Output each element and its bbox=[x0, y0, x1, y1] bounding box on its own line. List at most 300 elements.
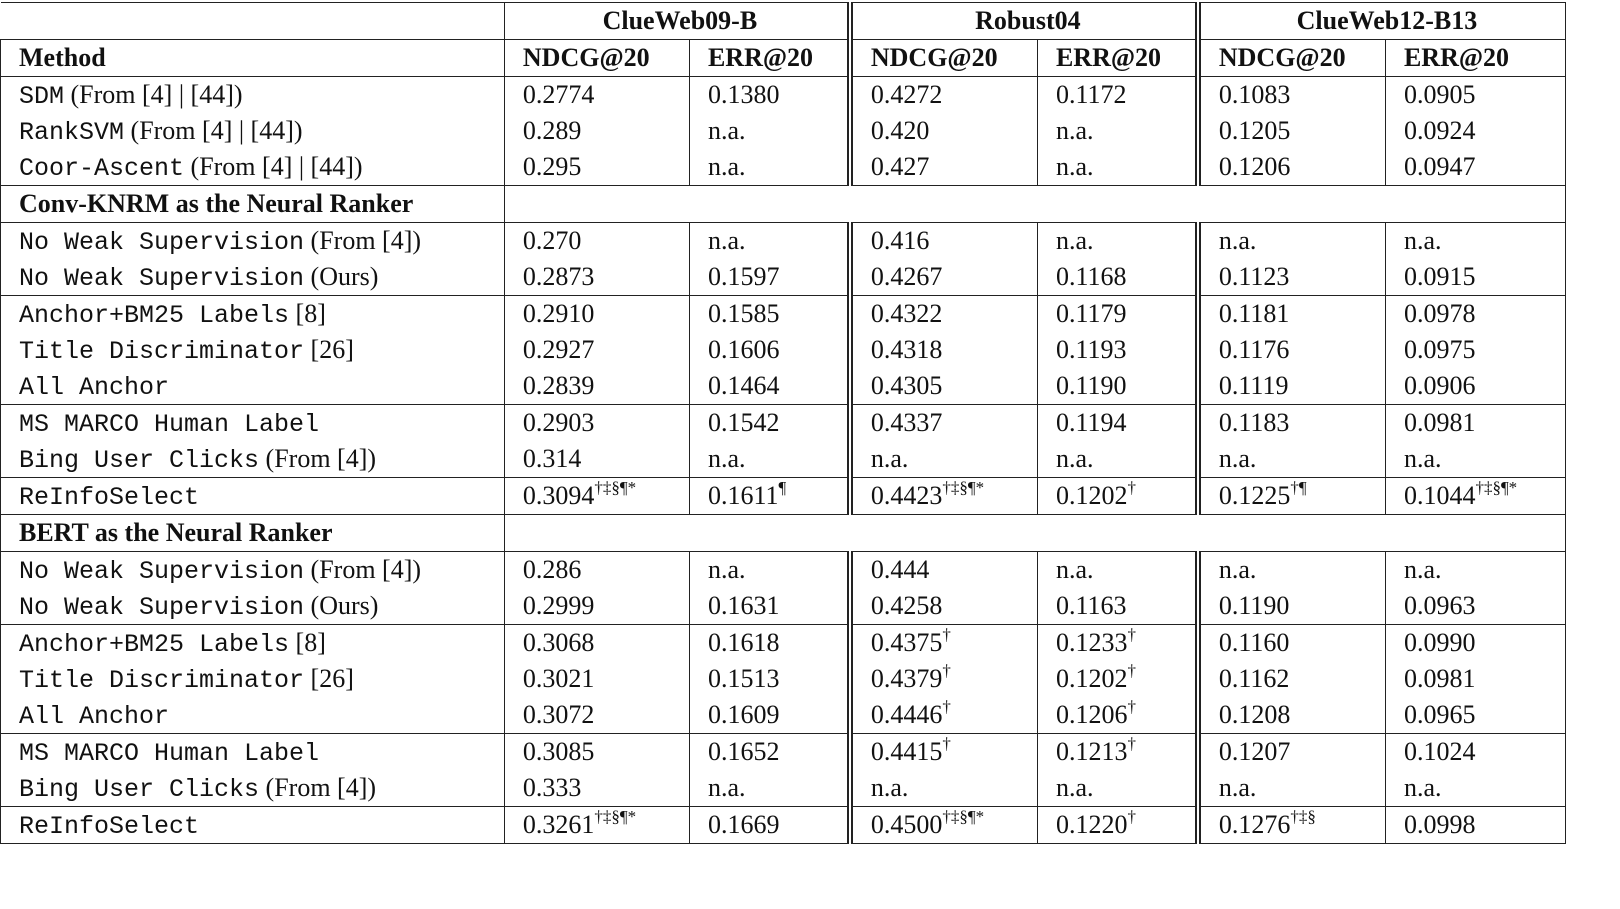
score-value: 0.1609 bbox=[707, 700, 780, 729]
score-value: 0.314 bbox=[522, 444, 582, 473]
score-cell bbox=[1198, 661, 1386, 697]
score-value: 0.2910 bbox=[522, 299, 595, 328]
score-cell bbox=[1198, 332, 1386, 368]
method-citation: [26] bbox=[304, 334, 354, 364]
table-row bbox=[1, 625, 1566, 662]
score-cell bbox=[1385, 332, 1565, 368]
score-cell bbox=[1385, 807, 1565, 844]
score-value: n.a. bbox=[707, 116, 746, 145]
method-citation: (From [4]) bbox=[259, 443, 377, 473]
score-value: n.a. bbox=[707, 226, 746, 255]
score-value: 0.4267 bbox=[870, 262, 943, 291]
score-value: 0.4318 bbox=[870, 335, 943, 364]
score-value: 0.444 bbox=[870, 555, 930, 584]
section-row bbox=[1, 186, 1566, 223]
significance-marks: † bbox=[942, 734, 951, 753]
score-cell bbox=[1385, 552, 1565, 589]
significance-marks: †‡§¶* bbox=[594, 478, 637, 497]
method-cell bbox=[1, 697, 505, 734]
score-value: 0.1206 bbox=[1218, 152, 1291, 181]
score-value: 0.1597 bbox=[707, 262, 780, 291]
score-cell bbox=[1037, 113, 1197, 149]
score-value: 0.0965 bbox=[1403, 700, 1476, 729]
score-value: 0.0978 bbox=[1403, 299, 1476, 328]
method-citation: (Ours) bbox=[304, 261, 379, 291]
method-cell bbox=[1, 588, 505, 625]
method-name: Title Discriminator bbox=[19, 665, 305, 695]
score-value: n.a. bbox=[1218, 773, 1257, 802]
score-cell bbox=[689, 405, 849, 442]
significance-marks: † bbox=[942, 661, 951, 680]
significance-marks: † bbox=[1127, 478, 1136, 497]
method-cell bbox=[1, 770, 505, 807]
score-cell bbox=[850, 770, 1038, 807]
score-cell bbox=[1385, 223, 1565, 260]
section-blank bbox=[504, 186, 1565, 223]
significance-marks: †‡§¶* bbox=[1475, 478, 1518, 497]
metric-header: ERR@20 bbox=[1385, 40, 1565, 77]
score-value: 0.1193 bbox=[1055, 335, 1127, 364]
score-cell bbox=[1198, 552, 1386, 589]
score-cell bbox=[1037, 807, 1197, 844]
method-cell bbox=[1, 223, 505, 260]
results-table bbox=[0, 2, 1566, 844]
significance-marks: †‡§¶* bbox=[942, 478, 985, 497]
significance-marks: † bbox=[942, 697, 951, 716]
metric-header: ERR@20 bbox=[1037, 40, 1197, 77]
score-value: 0.1207 bbox=[1218, 737, 1291, 766]
score-cell bbox=[1037, 77, 1197, 114]
score-cell bbox=[850, 405, 1038, 442]
score-cell bbox=[1037, 405, 1197, 442]
score-value: 0.4272 bbox=[870, 80, 943, 109]
score-cell bbox=[1385, 625, 1565, 662]
score-value: 0.427 bbox=[870, 152, 930, 181]
score-value: 0.1652 bbox=[707, 737, 780, 766]
score-value: 0.1183 bbox=[1218, 408, 1290, 437]
score-cell bbox=[1385, 368, 1565, 405]
significance-marks: † bbox=[1127, 625, 1136, 644]
score-value: 0.4258 bbox=[870, 591, 943, 620]
score-value: 0.1176 bbox=[1218, 335, 1290, 364]
score-cell bbox=[1037, 478, 1197, 515]
method-citation: [8] bbox=[289, 298, 326, 328]
method-name: No Weak Supervision bbox=[19, 556, 305, 586]
score-cell bbox=[504, 149, 689, 186]
table-row bbox=[1, 552, 1566, 589]
score-value: 0.1202 bbox=[1055, 664, 1128, 693]
table-row bbox=[1, 332, 1566, 368]
table-row bbox=[1, 405, 1566, 442]
score-value: 0.4337 bbox=[870, 408, 943, 437]
score-value: 0.0975 bbox=[1403, 335, 1476, 364]
score-value: 0.4375 bbox=[870, 628, 943, 657]
score-cell bbox=[504, 552, 689, 589]
significance-marks: † bbox=[1127, 661, 1136, 680]
score-value: n.a. bbox=[1055, 555, 1094, 584]
score-cell bbox=[689, 661, 849, 697]
score-cell bbox=[504, 113, 689, 149]
method-cell bbox=[1, 552, 505, 589]
method-name: ReInfoSelect bbox=[19, 811, 200, 841]
score-value: n.a. bbox=[1403, 773, 1442, 802]
score-cell bbox=[1385, 478, 1565, 515]
score-cell bbox=[850, 588, 1038, 625]
score-value: n.a. bbox=[870, 444, 909, 473]
method-name: No Weak Supervision bbox=[19, 227, 305, 257]
section-title: BERT as the Neural Ranker bbox=[1, 515, 505, 552]
score-cell bbox=[1198, 259, 1386, 296]
score-value: 0.4415 bbox=[870, 737, 943, 766]
significance-marks: ¶ bbox=[778, 478, 787, 497]
score-value: n.a. bbox=[1403, 226, 1442, 255]
significance-marks: † bbox=[1127, 734, 1136, 753]
method-name: No Weak Supervision bbox=[19, 592, 305, 622]
method-citation: (From [4] | [44]) bbox=[64, 79, 243, 109]
score-value: 0.1190 bbox=[1055, 371, 1127, 400]
score-value: 0.1083 bbox=[1218, 80, 1291, 109]
score-cell bbox=[689, 588, 849, 625]
score-cell bbox=[850, 441, 1038, 478]
score-value: 0.4446 bbox=[870, 700, 943, 729]
score-value: 0.4500 bbox=[870, 810, 943, 839]
score-cell bbox=[1037, 734, 1197, 771]
method-name: No Weak Supervision bbox=[19, 263, 305, 293]
method-name: Title Discriminator bbox=[19, 336, 305, 366]
score-cell bbox=[1198, 588, 1386, 625]
significance-marks: † bbox=[1127, 697, 1136, 716]
score-value: 0.2999 bbox=[522, 591, 595, 620]
score-value: 0.4423 bbox=[870, 481, 943, 510]
score-cell bbox=[1198, 368, 1386, 405]
score-cell bbox=[1037, 296, 1197, 333]
method-citation: [26] bbox=[304, 663, 354, 693]
header-metrics-row bbox=[1, 40, 1566, 77]
score-cell bbox=[850, 478, 1038, 515]
score-cell bbox=[504, 223, 689, 260]
score-value: n.a. bbox=[1218, 555, 1257, 584]
score-value: 0.1618 bbox=[707, 628, 780, 657]
score-value: 0.4379 bbox=[870, 664, 943, 693]
method-citation: (From [4]) bbox=[304, 554, 422, 584]
score-cell bbox=[1037, 770, 1197, 807]
score-cell bbox=[689, 296, 849, 333]
score-cell bbox=[504, 697, 689, 734]
significance-marks: † bbox=[1127, 807, 1136, 826]
table-row bbox=[1, 223, 1566, 260]
table-row bbox=[1, 149, 1566, 186]
method-name: MS MARCO Human Label bbox=[19, 409, 320, 439]
score-value: 0.0947 bbox=[1403, 152, 1476, 181]
score-cell bbox=[689, 259, 849, 296]
score-value: 0.286 bbox=[522, 555, 582, 584]
score-value: 0.4322 bbox=[870, 299, 943, 328]
method-cell bbox=[1, 405, 505, 442]
score-value: 0.2927 bbox=[522, 335, 595, 364]
score-cell bbox=[689, 149, 849, 186]
method-name: All Anchor bbox=[19, 701, 170, 731]
score-cell bbox=[1037, 697, 1197, 734]
score-cell bbox=[1037, 332, 1197, 368]
method-cell bbox=[1, 478, 505, 515]
score-value: n.a. bbox=[707, 444, 746, 473]
score-value: 0.1044 bbox=[1403, 481, 1476, 510]
score-value: 0.3085 bbox=[522, 737, 595, 766]
score-cell bbox=[850, 223, 1038, 260]
score-value: 0.1669 bbox=[707, 810, 780, 839]
score-cell bbox=[689, 770, 849, 807]
score-cell bbox=[850, 552, 1038, 589]
score-value: 0.1179 bbox=[1055, 299, 1127, 328]
method-citation: (From [4] | [44]) bbox=[124, 115, 303, 145]
method-name: MS MARCO Human Label bbox=[19, 738, 320, 768]
score-cell bbox=[1198, 77, 1386, 114]
score-value: 0.1513 bbox=[707, 664, 780, 693]
section-blank bbox=[504, 515, 1565, 552]
score-cell bbox=[850, 77, 1038, 114]
score-cell bbox=[504, 625, 689, 662]
score-value: 0.0924 bbox=[1403, 116, 1476, 145]
score-cell bbox=[1385, 296, 1565, 333]
score-cell bbox=[1198, 113, 1386, 149]
score-cell bbox=[1198, 405, 1386, 442]
score-cell bbox=[504, 770, 689, 807]
score-cell bbox=[1385, 588, 1565, 625]
score-value: 0.1024 bbox=[1403, 737, 1476, 766]
table-row bbox=[1, 296, 1566, 333]
score-cell bbox=[1037, 552, 1197, 589]
score-value: 0.2903 bbox=[522, 408, 595, 437]
score-cell bbox=[689, 77, 849, 114]
method-cell bbox=[1, 807, 505, 844]
significance-marks: † bbox=[942, 625, 951, 644]
score-value: 0.1190 bbox=[1218, 591, 1290, 620]
method-name: ReInfoSelect bbox=[19, 482, 200, 512]
score-cell bbox=[504, 588, 689, 625]
score-cell bbox=[689, 807, 849, 844]
method-name: SDM bbox=[19, 81, 65, 111]
score-cell bbox=[1385, 770, 1565, 807]
score-cell bbox=[1385, 734, 1565, 771]
score-value: 0.1206 bbox=[1055, 700, 1128, 729]
section-row bbox=[1, 515, 1566, 552]
significance-marks: †¶ bbox=[1290, 478, 1307, 497]
score-value: 0.420 bbox=[870, 116, 930, 145]
score-value: 0.3021 bbox=[522, 664, 595, 693]
table-row bbox=[1, 697, 1566, 734]
score-value: 0.1276 bbox=[1218, 810, 1291, 839]
score-value: n.a. bbox=[1055, 116, 1094, 145]
method-name: Anchor+BM25 Labels bbox=[19, 629, 290, 659]
score-cell bbox=[1198, 697, 1386, 734]
score-value: n.a. bbox=[1218, 226, 1257, 255]
score-cell bbox=[1385, 113, 1565, 149]
score-cell bbox=[1385, 441, 1565, 478]
method-citation: (From [4] | [44]) bbox=[184, 151, 363, 181]
method-header: Method bbox=[1, 40, 505, 77]
method-cell bbox=[1, 661, 505, 697]
score-cell bbox=[1385, 405, 1565, 442]
score-cell bbox=[1385, 697, 1565, 734]
table-row bbox=[1, 441, 1566, 478]
score-cell bbox=[1198, 770, 1386, 807]
table-row bbox=[1, 770, 1566, 807]
score-value: 0.1220 bbox=[1055, 810, 1128, 839]
significance-marks: †‡§¶* bbox=[942, 807, 985, 826]
method-name: Anchor+BM25 Labels bbox=[19, 300, 290, 330]
score-value: 0.1123 bbox=[1218, 262, 1290, 291]
method-cell bbox=[1, 368, 505, 405]
score-cell bbox=[689, 441, 849, 478]
score-value: 0.1233 bbox=[1055, 628, 1128, 657]
score-value: n.a. bbox=[1403, 555, 1442, 584]
method-cell bbox=[1, 259, 505, 296]
method-citation: (From [4]) bbox=[259, 772, 377, 802]
score-value: 0.289 bbox=[522, 116, 582, 145]
score-value: 0.0998 bbox=[1403, 810, 1476, 839]
table-row bbox=[1, 77, 1566, 114]
score-cell bbox=[1037, 368, 1197, 405]
dataset-header: Robust04 bbox=[850, 3, 1198, 40]
score-value: 0.416 bbox=[870, 226, 930, 255]
score-value: 0.270 bbox=[522, 226, 582, 255]
score-cell bbox=[1385, 259, 1565, 296]
score-value: n.a. bbox=[1055, 773, 1094, 802]
score-value: 0.0905 bbox=[1403, 80, 1476, 109]
score-cell bbox=[850, 734, 1038, 771]
score-value: 0.1160 bbox=[1218, 628, 1290, 657]
score-cell bbox=[1198, 223, 1386, 260]
score-value: 0.1225 bbox=[1218, 481, 1291, 510]
score-value: 0.1119 bbox=[1218, 371, 1289, 400]
score-value: 0.1181 bbox=[1218, 299, 1290, 328]
score-value: 0.2873 bbox=[522, 262, 595, 291]
score-cell bbox=[689, 552, 849, 589]
score-cell bbox=[504, 77, 689, 114]
score-value: n.a. bbox=[1055, 226, 1094, 255]
score-cell bbox=[1037, 441, 1197, 478]
score-cell bbox=[850, 296, 1038, 333]
score-cell bbox=[504, 661, 689, 697]
method-citation: (Ours) bbox=[304, 590, 379, 620]
score-cell bbox=[1037, 259, 1197, 296]
score-value: 0.1611 bbox=[707, 481, 779, 510]
method-cell bbox=[1, 149, 505, 186]
score-cell bbox=[1198, 296, 1386, 333]
score-value: n.a. bbox=[870, 773, 909, 802]
score-cell bbox=[1385, 661, 1565, 697]
score-value: n.a. bbox=[707, 152, 746, 181]
method-cell bbox=[1, 113, 505, 149]
score-cell bbox=[1037, 625, 1197, 662]
header-groups-row bbox=[1, 3, 1566, 40]
score-cell bbox=[850, 149, 1038, 186]
score-cell bbox=[850, 332, 1038, 368]
score-cell bbox=[504, 807, 689, 844]
score-cell bbox=[1037, 588, 1197, 625]
score-value: 0.1208 bbox=[1218, 700, 1291, 729]
dataset-header: ClueWeb09-B bbox=[504, 3, 849, 40]
score-value: 0.1163 bbox=[1055, 591, 1127, 620]
score-cell bbox=[1198, 478, 1386, 515]
score-value: 0.0990 bbox=[1403, 628, 1476, 657]
score-value: 0.1202 bbox=[1055, 481, 1128, 510]
score-value: 0.4305 bbox=[870, 371, 943, 400]
score-value: 0.1213 bbox=[1055, 737, 1128, 766]
score-value: n.a. bbox=[1055, 152, 1094, 181]
table-row bbox=[1, 478, 1566, 515]
score-cell bbox=[689, 332, 849, 368]
score-cell bbox=[850, 807, 1038, 844]
score-value: 0.1464 bbox=[707, 371, 780, 400]
score-cell bbox=[850, 661, 1038, 697]
metric-header: NDCG@20 bbox=[850, 40, 1038, 77]
metric-header: NDCG@20 bbox=[1198, 40, 1386, 77]
score-cell bbox=[1037, 149, 1197, 186]
score-cell bbox=[504, 259, 689, 296]
method-name: All Anchor bbox=[19, 372, 170, 402]
score-value: 0.1162 bbox=[1218, 664, 1290, 693]
significance-marks: †‡§¶* bbox=[594, 807, 637, 826]
score-cell bbox=[1198, 149, 1386, 186]
table-row bbox=[1, 734, 1566, 771]
score-cell bbox=[504, 332, 689, 368]
score-value: 0.1205 bbox=[1218, 116, 1291, 145]
table-row bbox=[1, 368, 1566, 405]
score-cell bbox=[689, 478, 849, 515]
method-name: Bing User Clicks bbox=[19, 445, 260, 475]
score-cell bbox=[850, 113, 1038, 149]
score-value: 0.3068 bbox=[522, 628, 595, 657]
score-cell bbox=[689, 625, 849, 662]
score-cell bbox=[689, 734, 849, 771]
score-cell bbox=[504, 296, 689, 333]
score-value: 0.2774 bbox=[522, 80, 595, 109]
score-cell bbox=[850, 625, 1038, 662]
score-value: n.a. bbox=[1403, 444, 1442, 473]
score-value: 0.2839 bbox=[522, 371, 595, 400]
score-value: 0.0906 bbox=[1403, 371, 1476, 400]
score-cell bbox=[850, 368, 1038, 405]
score-cell bbox=[689, 368, 849, 405]
method-citation: [8] bbox=[289, 627, 326, 657]
score-cell bbox=[1198, 734, 1386, 771]
score-value: 0.1631 bbox=[707, 591, 780, 620]
score-cell bbox=[504, 478, 689, 515]
score-cell bbox=[689, 223, 849, 260]
score-cell bbox=[850, 697, 1038, 734]
score-cell bbox=[1037, 223, 1197, 260]
score-cell bbox=[850, 259, 1038, 296]
score-cell bbox=[504, 405, 689, 442]
score-cell bbox=[689, 697, 849, 734]
score-value: n.a. bbox=[1055, 444, 1094, 473]
score-cell bbox=[504, 368, 689, 405]
header-blank bbox=[1, 3, 505, 40]
score-value: 0.3261 bbox=[522, 810, 595, 839]
score-value: 0.1380 bbox=[707, 80, 780, 109]
score-value: 0.1194 bbox=[1055, 408, 1127, 437]
score-cell bbox=[1198, 625, 1386, 662]
method-citation: (From [4]) bbox=[304, 225, 422, 255]
significance-marks: †‡§ bbox=[1290, 807, 1316, 826]
score-value: 0.0915 bbox=[1403, 262, 1476, 291]
method-cell bbox=[1, 734, 505, 771]
score-value: 0.1606 bbox=[707, 335, 780, 364]
method-cell bbox=[1, 441, 505, 478]
score-value: n.a. bbox=[707, 773, 746, 802]
table-row bbox=[1, 113, 1566, 149]
